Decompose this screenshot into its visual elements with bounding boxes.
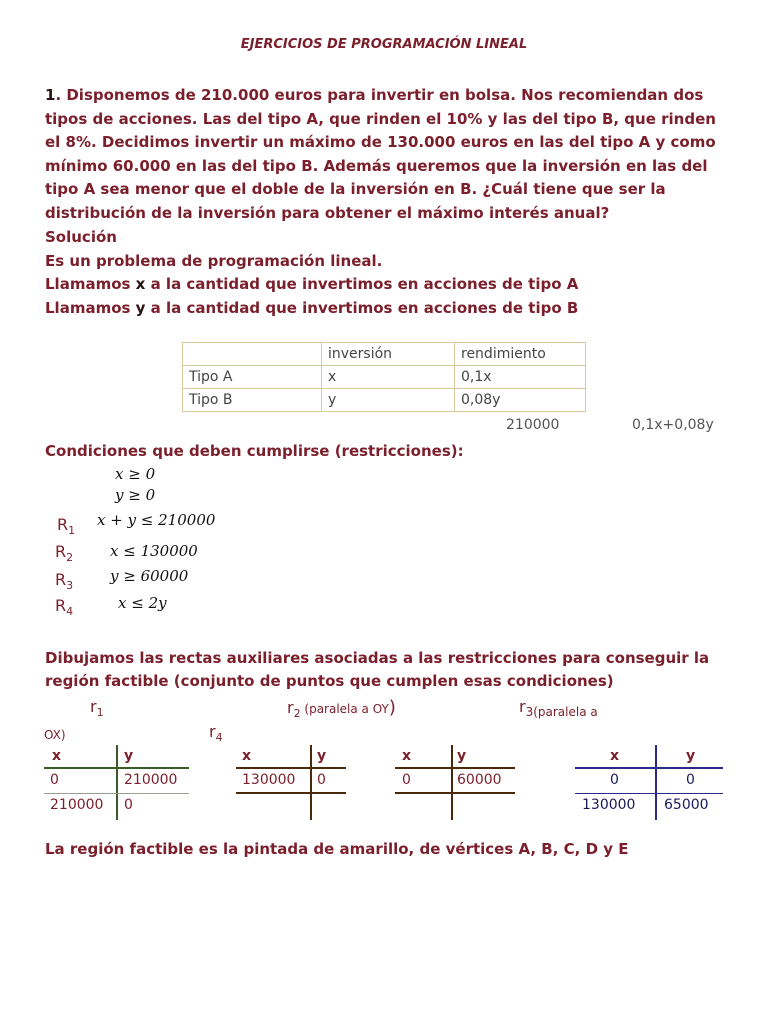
r1-line-sub: 1 — [96, 706, 104, 720]
r2-letter: R — [55, 542, 67, 561]
table-cell: inversión — [322, 343, 455, 366]
table-cell: 0,1x — [455, 366, 586, 389]
xy-header-y: y — [457, 748, 467, 764]
constraint-r4: x ≤ 2y — [118, 594, 167, 612]
conclusion-text: La región factible es la pintada de amarillo, de vértices A, B, C, D y E — [45, 840, 629, 858]
table-divider — [395, 767, 515, 769]
r3-line-sub: 3(paralela a — [525, 705, 598, 720]
solution-line-2 — [45, 275, 578, 293]
r3-letter: R — [55, 570, 67, 589]
r3-label — [55, 570, 73, 592]
table-row — [183, 389, 586, 412]
r4-line-sub: 4 — [215, 731, 223, 745]
table-divider — [575, 767, 723, 769]
table-cell: 130000 — [242, 772, 296, 788]
constraint-r2: x ≤ 130000 — [110, 542, 198, 560]
solution-heading: Solución — [45, 228, 117, 246]
var-x: x — [135, 275, 146, 293]
table-cell: 0 — [402, 772, 411, 788]
table-divider — [116, 745, 118, 820]
problem-text: . Disponemos de 210.000 euros para invertir en bolsa. Nos recomiendan dos tipos de acciones. Las del tipo A, que rinden el 10% y las del tipo B, que rinden el 8%. Decidimos invertir un máximo de 130.000 euros en las del tipo A y como mínimo 60.000 en las del tipo B. Además queremos que la inversión en las del tipo A sea menor que el doble de la inversión en B. ¿Cuál tiene que ser la distribución de la inversión para obtener el máximo interés anual? — [45, 86, 716, 222]
aux-lines-text: Dibujamos las rectas auxiliares asociadas a las restricciones para conseguir la región factible (conjunto de puntos que cumplen esas condiciones) — [45, 649, 710, 690]
table-cell: x — [322, 366, 455, 389]
problem-number: 1 — [45, 86, 56, 104]
table-cell: 0,08y — [455, 389, 586, 412]
table-cell: y — [322, 389, 455, 412]
r1-sub: 1 — [68, 524, 76, 538]
r2-line-sub: 2 — [293, 707, 301, 721]
xy-header-y: y — [317, 748, 327, 764]
investment-table — [182, 342, 586, 412]
page-title: EJERCICIOS DE PROGRAMACIÓN LINEAL — [240, 37, 528, 52]
xy-header-y: y — [686, 748, 696, 764]
line-r4-label — [209, 722, 223, 744]
table-divider — [575, 793, 723, 794]
constraint-r3: y ≥ 60000 — [110, 567, 189, 585]
constraint-y-nonneg: y ≥ 0 — [115, 486, 156, 504]
table-row — [183, 343, 586, 366]
table-divider — [44, 793, 189, 794]
r1-letter: R — [57, 515, 69, 534]
r4-label — [55, 596, 73, 618]
line3-pre: Llamamos — [45, 299, 136, 317]
table-cell: Tipo B — [183, 389, 322, 412]
xy-header-x: x — [52, 748, 62, 764]
solution-line-3 — [45, 299, 578, 317]
table-cell: 0 — [686, 772, 695, 788]
constraint-r1: x + y ≤ 210000 — [97, 511, 216, 529]
r2-label — [55, 542, 73, 564]
line-r3-note-cont: OX) — [44, 728, 66, 742]
constraint-x-nonneg: x ≥ 0 — [115, 465, 156, 483]
table-divider — [236, 767, 346, 769]
line2-post: a la cantidad que invertimos en acciones de tipo A — [145, 275, 579, 293]
table-cell: 210000 — [124, 772, 178, 788]
line3-post: a la cantidad que invertimos en acciones de tipo B — [145, 299, 579, 317]
problem-statement — [45, 84, 725, 225]
total-investment: 210000 — [506, 417, 560, 433]
r2-line-close: ) — [388, 697, 396, 718]
table-divider — [310, 745, 312, 820]
xy-header-x: x — [610, 748, 620, 764]
r2-sub: 2 — [66, 551, 74, 565]
r3-line-letter: r — [519, 697, 526, 716]
table-cell: 0 — [124, 797, 133, 813]
r2-line-note: (paralela a OY — [300, 702, 389, 716]
xy-header-x: x — [242, 748, 252, 764]
total-return: 0,1x+0,08y — [632, 417, 714, 433]
table-cell: 210000 — [50, 797, 104, 813]
line-r2-label — [287, 697, 396, 720]
table-cell — [183, 343, 322, 366]
table-row — [183, 366, 586, 389]
r1-label — [57, 515, 75, 537]
table-divider — [655, 745, 657, 820]
table-cell: 65000 — [664, 797, 709, 813]
table-divider — [236, 792, 346, 794]
r3-sub: 3 — [66, 579, 74, 593]
table-cell: 130000 — [582, 797, 636, 813]
var-y: y — [135, 299, 146, 317]
table-cell: 0 — [50, 772, 59, 788]
table-cell: 0 — [610, 772, 619, 788]
line2-pre: Llamamos — [45, 275, 136, 293]
table-cell: Tipo A — [183, 366, 322, 389]
line-r3-label — [519, 697, 598, 719]
table-cell: 0 — [317, 772, 326, 788]
r4-sub: 4 — [66, 605, 74, 619]
r4-letter: R — [55, 596, 67, 615]
r2-line-letter: r — [287, 698, 294, 717]
table-cell: rendimiento — [455, 343, 586, 366]
table-cell: 60000 — [457, 772, 502, 788]
solution-line-1: Es un problema de programación lineal. — [45, 252, 383, 270]
table-divider — [395, 792, 515, 794]
line-r1-label — [90, 697, 104, 719]
r1-line-letter: r — [90, 697, 97, 716]
xy-header-x: x — [402, 748, 412, 764]
xy-header-y: y — [124, 748, 134, 764]
constraints-heading: Condiciones que deben cumplirse (restricciones): — [45, 442, 464, 460]
r4-line-letter: r — [209, 722, 216, 741]
table-divider — [451, 745, 453, 820]
